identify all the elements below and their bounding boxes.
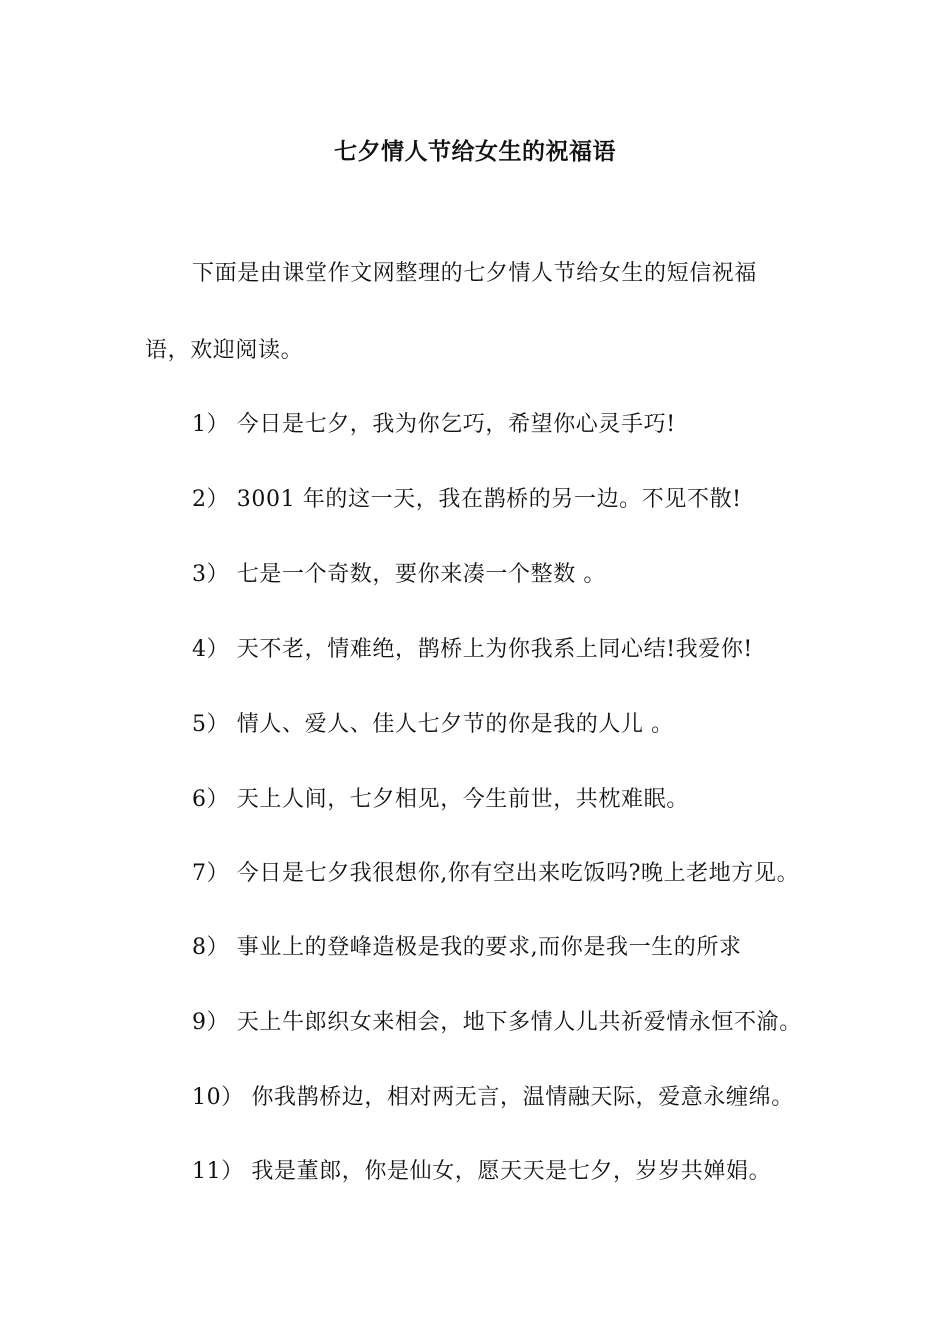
list-item: 2） 3001 年的这一天，我在鹊桥的另一边。不见不散! [192,487,742,512]
document-title: 七夕情人节给女生的祝福语 [334,138,616,165]
list-item: 5） 情人、爱人、佳人七夕节的你是我的人儿 。 [192,712,674,737]
list-item: 11） 我是董郎，你是仙女，愿天天是七夕，岁岁共婵娟。 [192,1159,772,1184]
list-item: 10） 你我鹊桥边，相对两无言，温情融天际，爱意永缠绵。 [192,1085,794,1110]
list-item: 4） 天不老，情难绝，鹊桥上为你我系上同心结!我爱你! [192,637,753,662]
list-item: 3） 七是一个奇数，要你来凑一个整数 。 [192,562,606,587]
list-item: 7） 今日是七夕我很想你,你有空出来吃饭吗?晚上老地方见。 [192,861,800,886]
intro-line-2: 语，欢迎阅读。 [145,338,304,363]
list-item: 9） 天上牛郎织女来相会，地下多情人儿共祈爱情永恒不渝。 [192,1010,802,1035]
list-item: 1） 今日是七夕，我为你乞巧，希望你心灵手巧! [192,412,676,437]
list-item: 8） 事业上的登峰造极是我的要求,而你是我一生的所求 [192,935,742,960]
list-item: 6） 天上人间，七夕相见，今生前世，共枕难眠。 [192,787,689,812]
intro-line-1: 下面是由课堂作文网整理的七夕情人节给女生的短信祝福 [192,261,758,286]
